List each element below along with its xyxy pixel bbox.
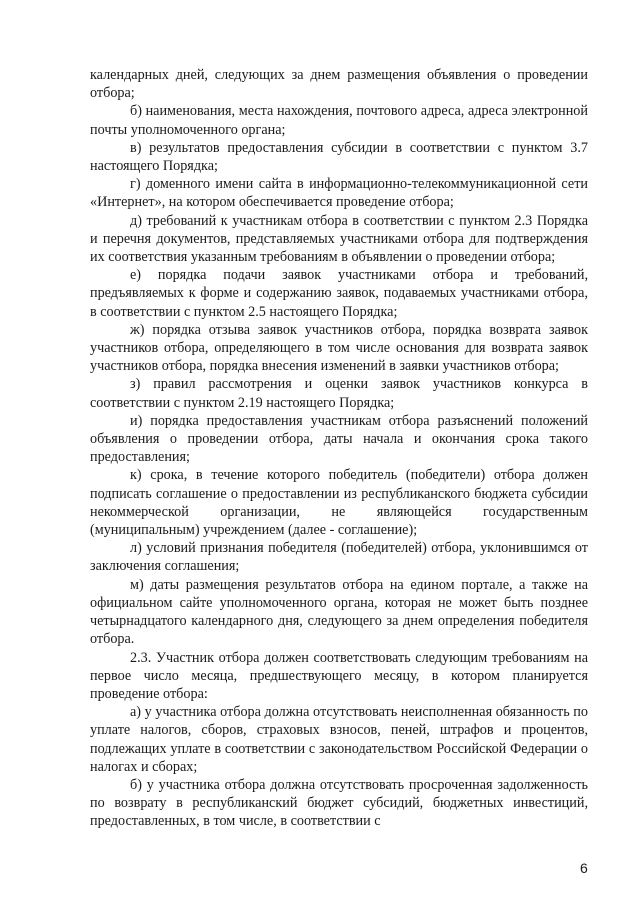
paragraph-item-i: и) порядка предоставления участникам отбора разъяснений положений объявления о проведении отбора, даты начала и окончания срока такого предоставления;	[90, 412, 588, 466]
paragraph-item-a: а) у участника отбора должна отсутствовать неисполненная обязанность по уплате налогов, сборов, страховых взносов, пеней, штрафов и процентов, подлежащих уплате в соответствии с законодательством Российской Федерации о налогах и сборах;	[90, 704, 588, 775]
paragraph-item-zh: ж) порядка отзыва заявок участников отбора, порядка возврата заявок участников отбора, определяющего в том числе основания для возврата заявок участников отбора, порядка внесения изменений в заявки участников отбора;	[90, 321, 588, 375]
paragraph-item-k: к) срока, в течение которого победитель (победители) отбора должен подписать соглашение о предоставлении из республиканского бюджета субсидии некоммерческой организации, не являющейся государственным (муниципальным) учреждением (далее - соглашение);	[90, 467, 588, 539]
page-number: 6	[580, 860, 588, 876]
paragraph-item-v: в) результатов предоставления субсидии в соответствии с пунктом 3.7 настоящего Порядка;	[90, 139, 588, 175]
document-body	[90, 66, 588, 831]
paragraph-item-m: м) даты размещения результатов отбора на едином портале, а также на официальном сайте уполномоченного органа, которая не может быть позднее четырнадцатого календарного дня, следующего за днем определения победителя отбора.	[90, 576, 588, 648]
paragraph-item-g: г) доменного имени сайта в информационно-телекоммуникационной сети «Интернет», на котором обеспечивается проведение отбора;	[90, 176, 588, 211]
paragraph-item-z: з) правил рассмотрения и оценки заявок участников конкурса в соответствии с пунктом 2.19 настоящего Порядка;	[90, 376, 588, 411]
paragraph-section-2-3: 2.3. Участник отбора должен соответствовать следующим требованиям на первое число месяца, предшествующего месяцу, в котором планируется проведение отбора:	[90, 649, 588, 702]
paragraph-item-e: е) порядка подачи заявок участниками отбора и требований, предъявляемых к форме и содержанию заявок, подаваемых участниками отбора, в соответствии с пунктом 2.5 настоящего Порядка;	[90, 267, 588, 320]
paragraph-item-b-2: б) у участника отбора должна отсутствовать просроченная задолженность по возврату в республиканский бюджет субсидий, бюджетных инвестиций, предоставленных, в том числе, в соответствии с	[90, 776, 588, 830]
paragraph-item-d: д) требований к участникам отбора в соответствии с пунктом 2.3 Порядка и перечня документов, представляемых участниками отбора для подтверждения их соответствия указанным требованиям в объявлении о проведении отбора;	[90, 212, 588, 266]
paragraph-continuation: календарных дней, следующих за днем размещения объявления о проведении отбора;	[90, 67, 588, 102]
paragraph-item-l: л) условий признания победителя (победителей) отбора, уклонившимся от заключения соглашения;	[90, 540, 588, 575]
paragraph-item-b: б) наименования, места нахождения, почтового адреса, адреса электронной почты уполномоченного органа;	[90, 103, 588, 138]
